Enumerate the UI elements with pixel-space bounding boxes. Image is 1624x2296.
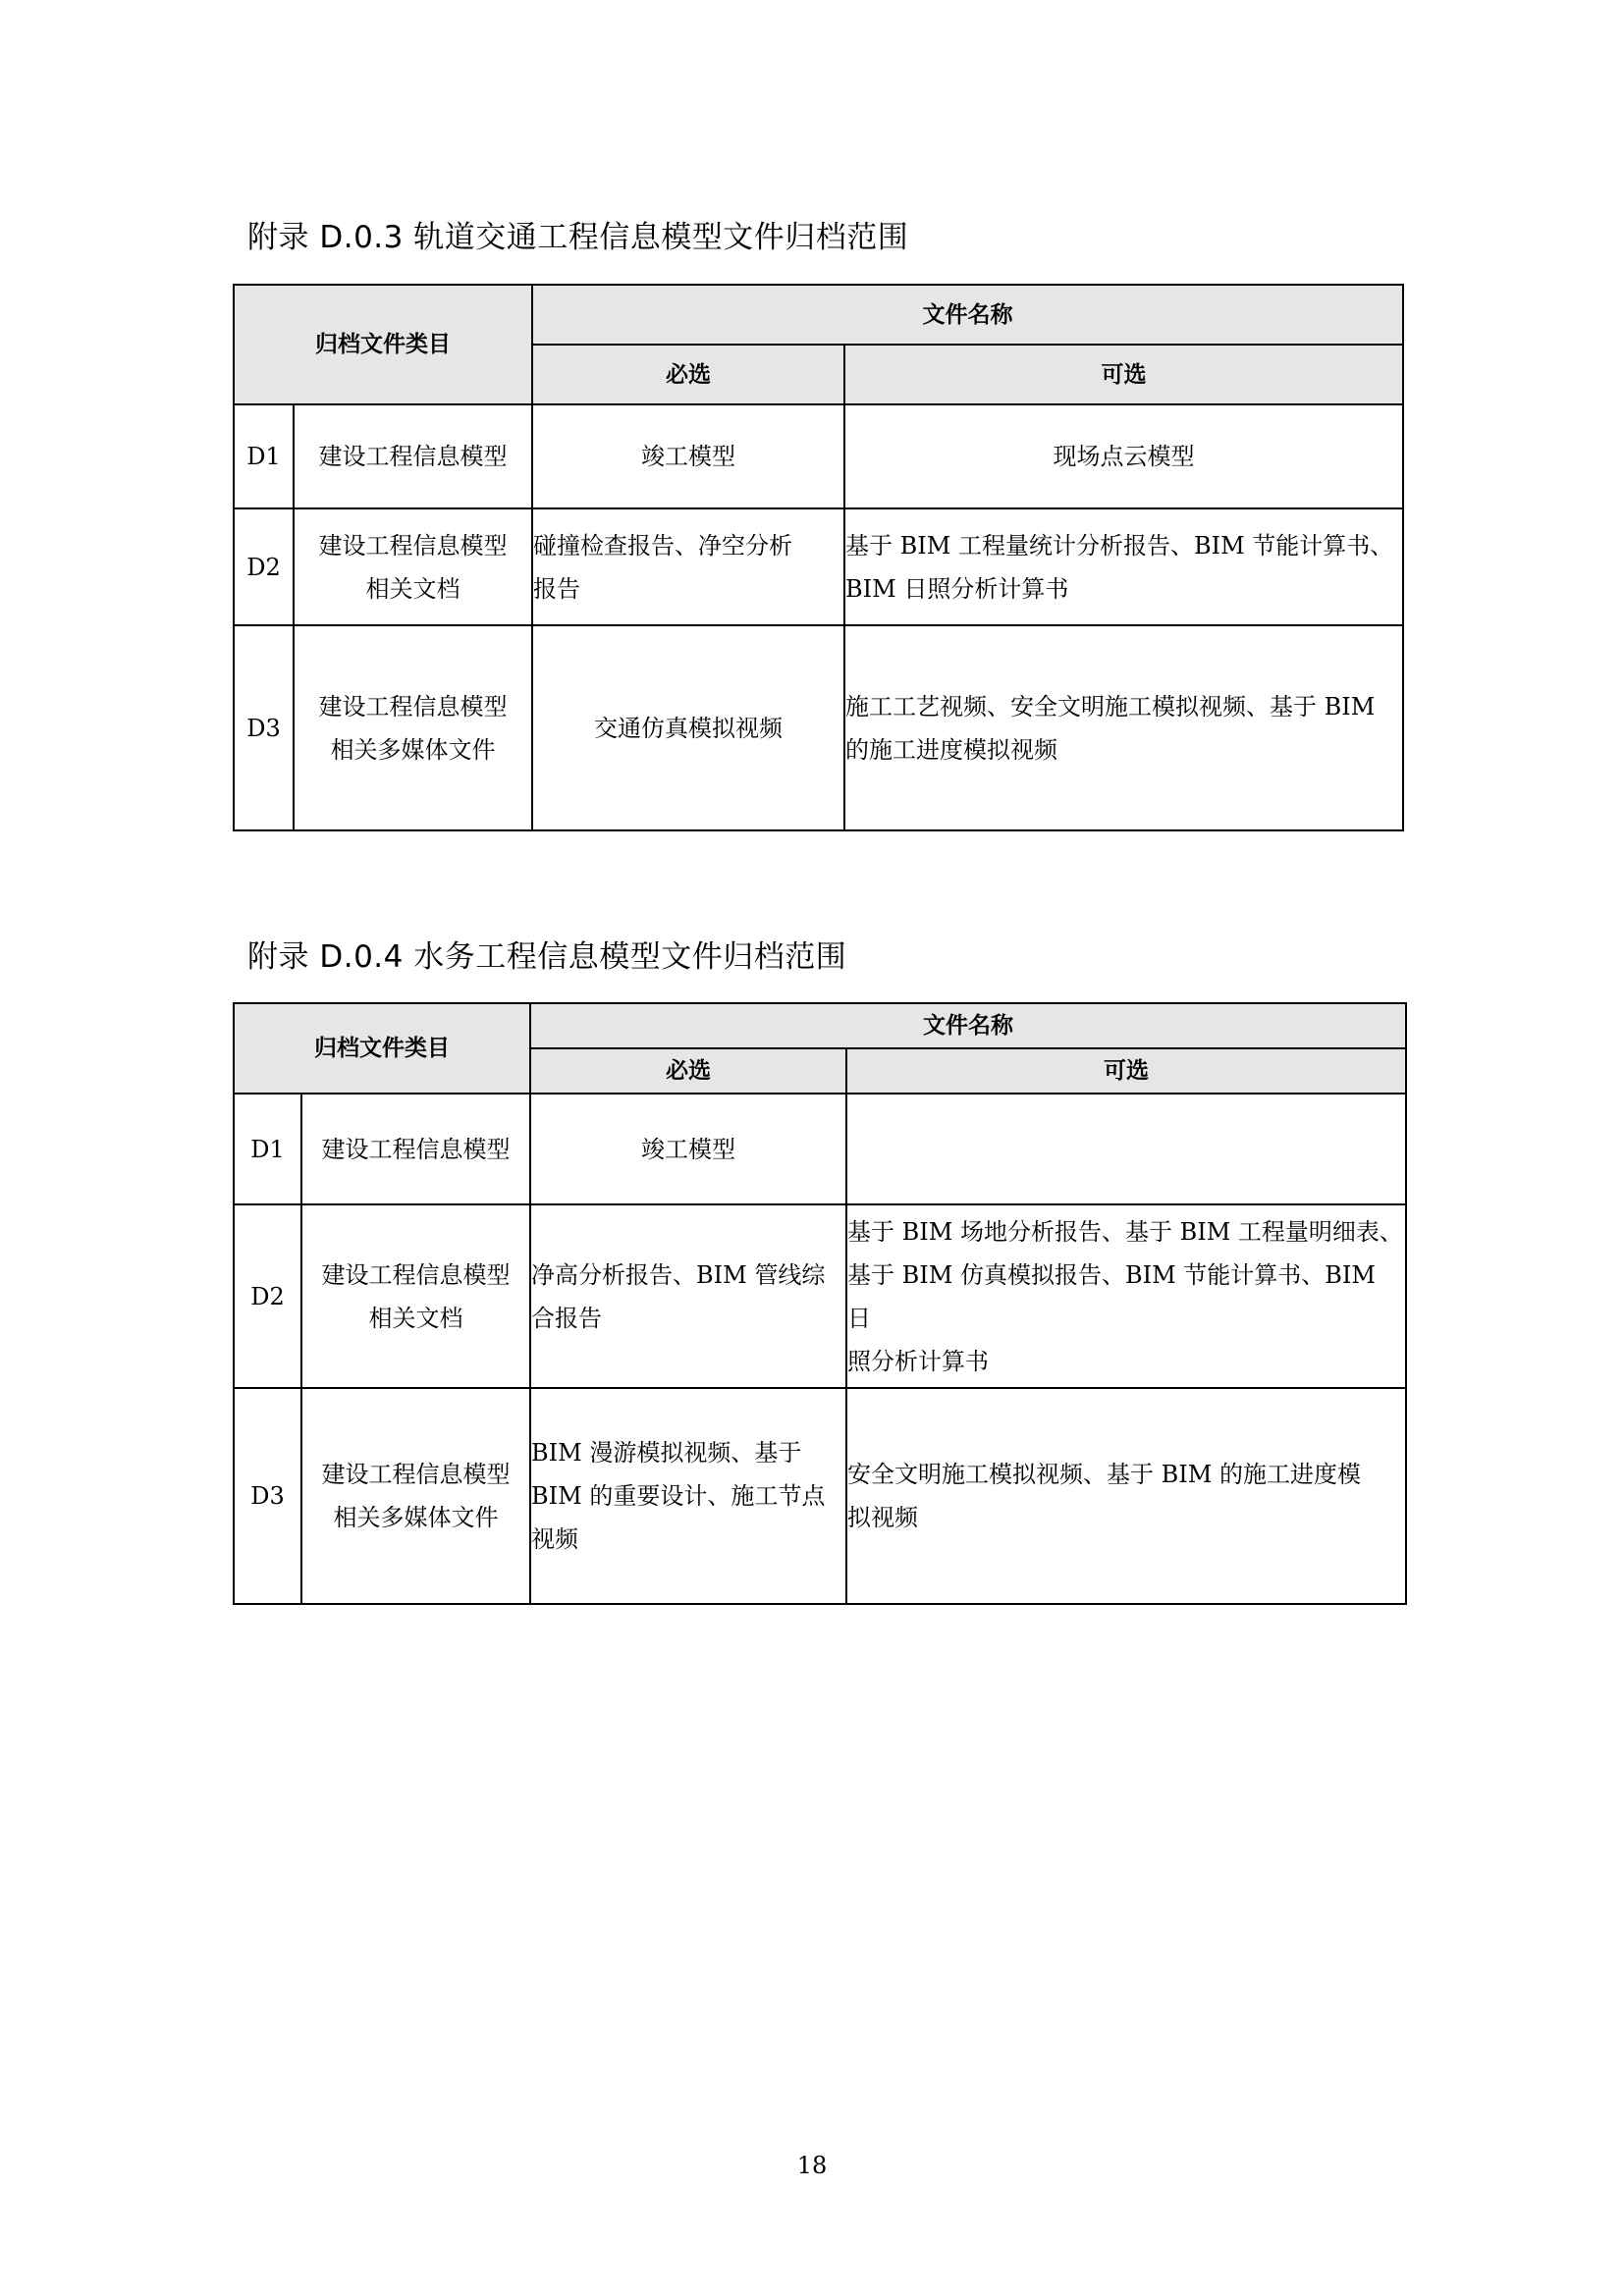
header-required: 必选 bbox=[532, 345, 844, 404]
row-code: D3 bbox=[234, 625, 294, 830]
header-file-name: 文件名称 bbox=[532, 285, 1403, 345]
section-title-d04: 附录 D.0.4 水务工程信息模型文件归档范围 bbox=[247, 939, 847, 975]
row-optional: 基于 BIM 场地分析报告、基于 BIM 工程量明细表、 基于 BIM 仿真模拟报告、BIM 节能计算书、BIM 日 照分析计算书 bbox=[846, 1204, 1406, 1388]
header-optional: 可选 bbox=[846, 1048, 1406, 1094]
page-number: 18 bbox=[796, 2152, 828, 2179]
row-category: 建设工程信息模型 相关多媒体文件 bbox=[294, 625, 532, 830]
header-required: 必选 bbox=[530, 1048, 846, 1094]
row-required: 交通仿真模拟视频 bbox=[532, 625, 844, 830]
row-optional: 现场点云模型 bbox=[844, 404, 1403, 508]
row-code: D1 bbox=[234, 1094, 301, 1204]
row-required: BIM 漫游模拟视频、基于 BIM 的重要设计、施工节点 视频 bbox=[530, 1388, 846, 1604]
row-category: 建设工程信息模型 bbox=[301, 1094, 530, 1204]
row-category: 建设工程信息模型 相关多媒体文件 bbox=[301, 1388, 530, 1604]
row-category: 建设工程信息模型 相关文档 bbox=[294, 508, 532, 625]
row-optional: 施工工艺视频、安全文明施工模拟视频、基于 BIM 的施工进度模拟视频 bbox=[844, 625, 1403, 830]
row-code: D1 bbox=[234, 404, 294, 508]
row-optional: 安全文明施工模拟视频、基于 BIM 的施工进度模 拟视频 bbox=[846, 1388, 1406, 1604]
table-row bbox=[234, 1388, 1406, 1604]
row-code: D2 bbox=[234, 508, 294, 625]
table-row bbox=[234, 1094, 1406, 1204]
header-category: 归档文件类目 bbox=[234, 1003, 530, 1094]
header-file-name: 文件名称 bbox=[530, 1003, 1406, 1048]
row-optional bbox=[846, 1094, 1406, 1204]
archive-table-d03 bbox=[233, 284, 1404, 831]
row-code: D2 bbox=[234, 1204, 301, 1388]
header-category: 归档文件类目 bbox=[234, 285, 532, 404]
row-required: 竣工模型 bbox=[530, 1094, 846, 1204]
row-category: 建设工程信息模型 bbox=[294, 404, 532, 508]
row-required: 碰撞检查报告、净空分析 报告 bbox=[532, 508, 844, 625]
row-code: D3 bbox=[234, 1388, 301, 1604]
archive-table-d04 bbox=[233, 1002, 1407, 1605]
row-required: 净高分析报告、BIM 管线综 合报告 bbox=[530, 1204, 846, 1388]
header-optional: 可选 bbox=[844, 345, 1403, 404]
row-category: 建设工程信息模型 相关文档 bbox=[301, 1204, 530, 1388]
row-optional: 基于 BIM 工程量统计分析报告、BIM 节能计算书、 BIM 日照分析计算书 bbox=[844, 508, 1403, 625]
section-title-d03: 附录 D.0.3 轨道交通工程信息模型文件归档范围 bbox=[247, 220, 909, 255]
table-row bbox=[234, 625, 1403, 830]
table-row bbox=[234, 404, 1403, 508]
table-row bbox=[234, 1204, 1406, 1388]
table-row bbox=[234, 508, 1403, 625]
row-required: 竣工模型 bbox=[532, 404, 844, 508]
